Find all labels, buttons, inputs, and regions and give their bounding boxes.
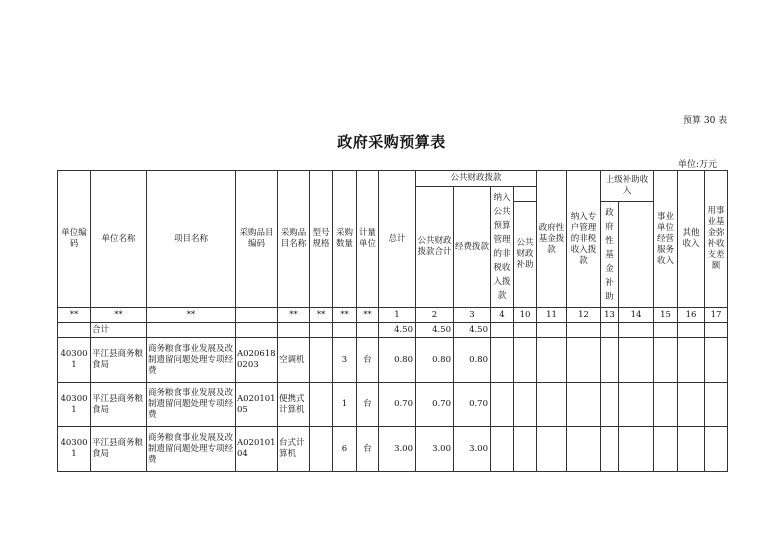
index-cell: 16 — [678, 308, 705, 323]
subtotal-cell: 0.80 — [416, 338, 454, 383]
header-unit-code: 单位编码 — [58, 171, 91, 308]
measure-unit-cell: 台 — [357, 338, 379, 383]
quantity-cell: 6 — [333, 427, 357, 472]
header-business-income: 事业单位经营服务收入 — [654, 171, 678, 308]
table-row — [58, 427, 728, 472]
index-cell: 2 — [416, 308, 454, 323]
item-name-cell: 便携式计算机 — [278, 383, 310, 427]
unit-label: 单位:万元 — [678, 160, 718, 170]
index-cell: ** — [310, 308, 333, 323]
total-cell: 3.00 — [379, 427, 416, 472]
total-row — [58, 323, 728, 338]
funding-cell: 0.80 — [454, 338, 491, 383]
unit-code-cell: 403001 — [58, 338, 91, 383]
index-cell: ** — [147, 308, 236, 323]
measure-unit-cell: 台 — [357, 427, 379, 472]
index-cell: 1 — [379, 308, 416, 323]
project-name-cell: 商务粮食事业发展及改制遗留问题处理专项经费 — [147, 383, 236, 427]
index-cell: 11 — [537, 308, 567, 323]
header-measure-unit: 计量单位 — [357, 171, 379, 308]
quantity-cell: 3 — [333, 338, 357, 383]
header-project-name: 项目名称 — [147, 171, 236, 308]
unit-code-cell: 403001 — [58, 427, 91, 472]
index-cell: 17 — [705, 308, 728, 323]
measure-unit-cell: 台 — [357, 383, 379, 427]
index-cell: 15 — [654, 308, 678, 323]
page-title: 政府采购预算表 — [337, 133, 446, 151]
index-row — [58, 308, 728, 323]
header-model-spec: 型号规格 — [310, 171, 333, 308]
item-code-cell: A02010105 — [236, 383, 278, 427]
header-item-name: 采购品目名称 — [278, 171, 310, 308]
table-row — [58, 338, 728, 383]
model-spec-cell — [310, 427, 333, 472]
total-amount: 4.50 — [379, 323, 416, 338]
index-cell: 14 — [619, 308, 654, 323]
unit-name-cell: 平江县商务粮食局 — [91, 383, 147, 427]
header-quantity: 采购数量 — [333, 171, 357, 308]
model-spec-cell — [310, 383, 333, 427]
table-row — [58, 383, 728, 427]
item-name-cell: 空调机 — [278, 338, 310, 383]
item-code-cell: A02010104 — [236, 427, 278, 472]
index-cell — [236, 308, 278, 323]
header-public-finance-group: 公共财政拨款 — [416, 171, 537, 187]
subtotal-cell: 3.00 — [416, 427, 454, 472]
quantity-cell: 1 — [333, 383, 357, 427]
unit-code-cell: 403001 — [58, 383, 91, 427]
index-cell: ** — [357, 308, 379, 323]
total-funding: 4.50 — [454, 323, 491, 338]
header-other-income: 其他收入 — [678, 171, 705, 308]
total-label: 合计 — [91, 323, 147, 338]
header-nontax-in-budget: 纳入公共预算管理的非税收入拨款 — [491, 187, 514, 308]
header-gov-fund: 政府性基金拨款 — [537, 171, 567, 308]
index-cell: ** — [91, 308, 147, 323]
form-number: 预算 30 表 — [683, 116, 728, 126]
index-cell: ** — [333, 308, 357, 323]
item-code-cell: A0206180203 — [236, 338, 278, 383]
total-cell: 0.70 — [379, 383, 416, 427]
funding-cell: 3.00 — [454, 427, 491, 472]
unit-name-cell: 平江县商务粮食局 — [91, 427, 147, 472]
index-cell: 12 — [567, 308, 601, 323]
index-cell: 3 — [454, 308, 491, 323]
header-gov-fund-subsidy: 政府性基金补助 — [601, 202, 619, 308]
header-funding-alloc: 经费拨款 — [454, 187, 491, 308]
procurement-budget-table — [57, 170, 728, 472]
header-special-nontax: 纳入专户管理的非税收入拨款 — [567, 171, 601, 308]
index-cell: ** — [278, 308, 310, 323]
total-cell: 0.80 — [379, 338, 416, 383]
total-subtotal: 4.50 — [416, 323, 454, 338]
header-public-finance-subsidy: 公共财政补助 — [514, 202, 537, 308]
unit-name-cell: 平江县商务粮食局 — [91, 338, 147, 383]
item-name-cell: 台式计算机 — [278, 427, 310, 472]
header-item-code: 采购品目编码 — [236, 171, 278, 308]
subtotal-cell: 0.70 — [416, 383, 454, 427]
index-cell: 13 — [601, 308, 619, 323]
project-name-cell: 商务粮食事业发展及改制遗留问题处理专项经费 — [147, 427, 236, 472]
header-superior-subsidy-group: 上级补助收入 — [601, 171, 654, 202]
funding-cell: 0.70 — [454, 383, 491, 427]
index-cell: 4 — [491, 308, 514, 323]
model-spec-cell — [310, 338, 333, 383]
index-cell: 10 — [514, 308, 537, 323]
project-name-cell: 商务粮食事业发展及改制遗留问题处理专项经费 — [147, 338, 236, 383]
header-total: 总计 — [379, 171, 416, 308]
header-fund-balance-use: 用事业基金弥补收支差额 — [705, 171, 728, 308]
index-cell: ** — [58, 308, 91, 323]
header-public-finance-subtotal: 公共财政拨款合计 — [416, 187, 454, 308]
header-unit-name: 单位名称 — [91, 171, 147, 308]
